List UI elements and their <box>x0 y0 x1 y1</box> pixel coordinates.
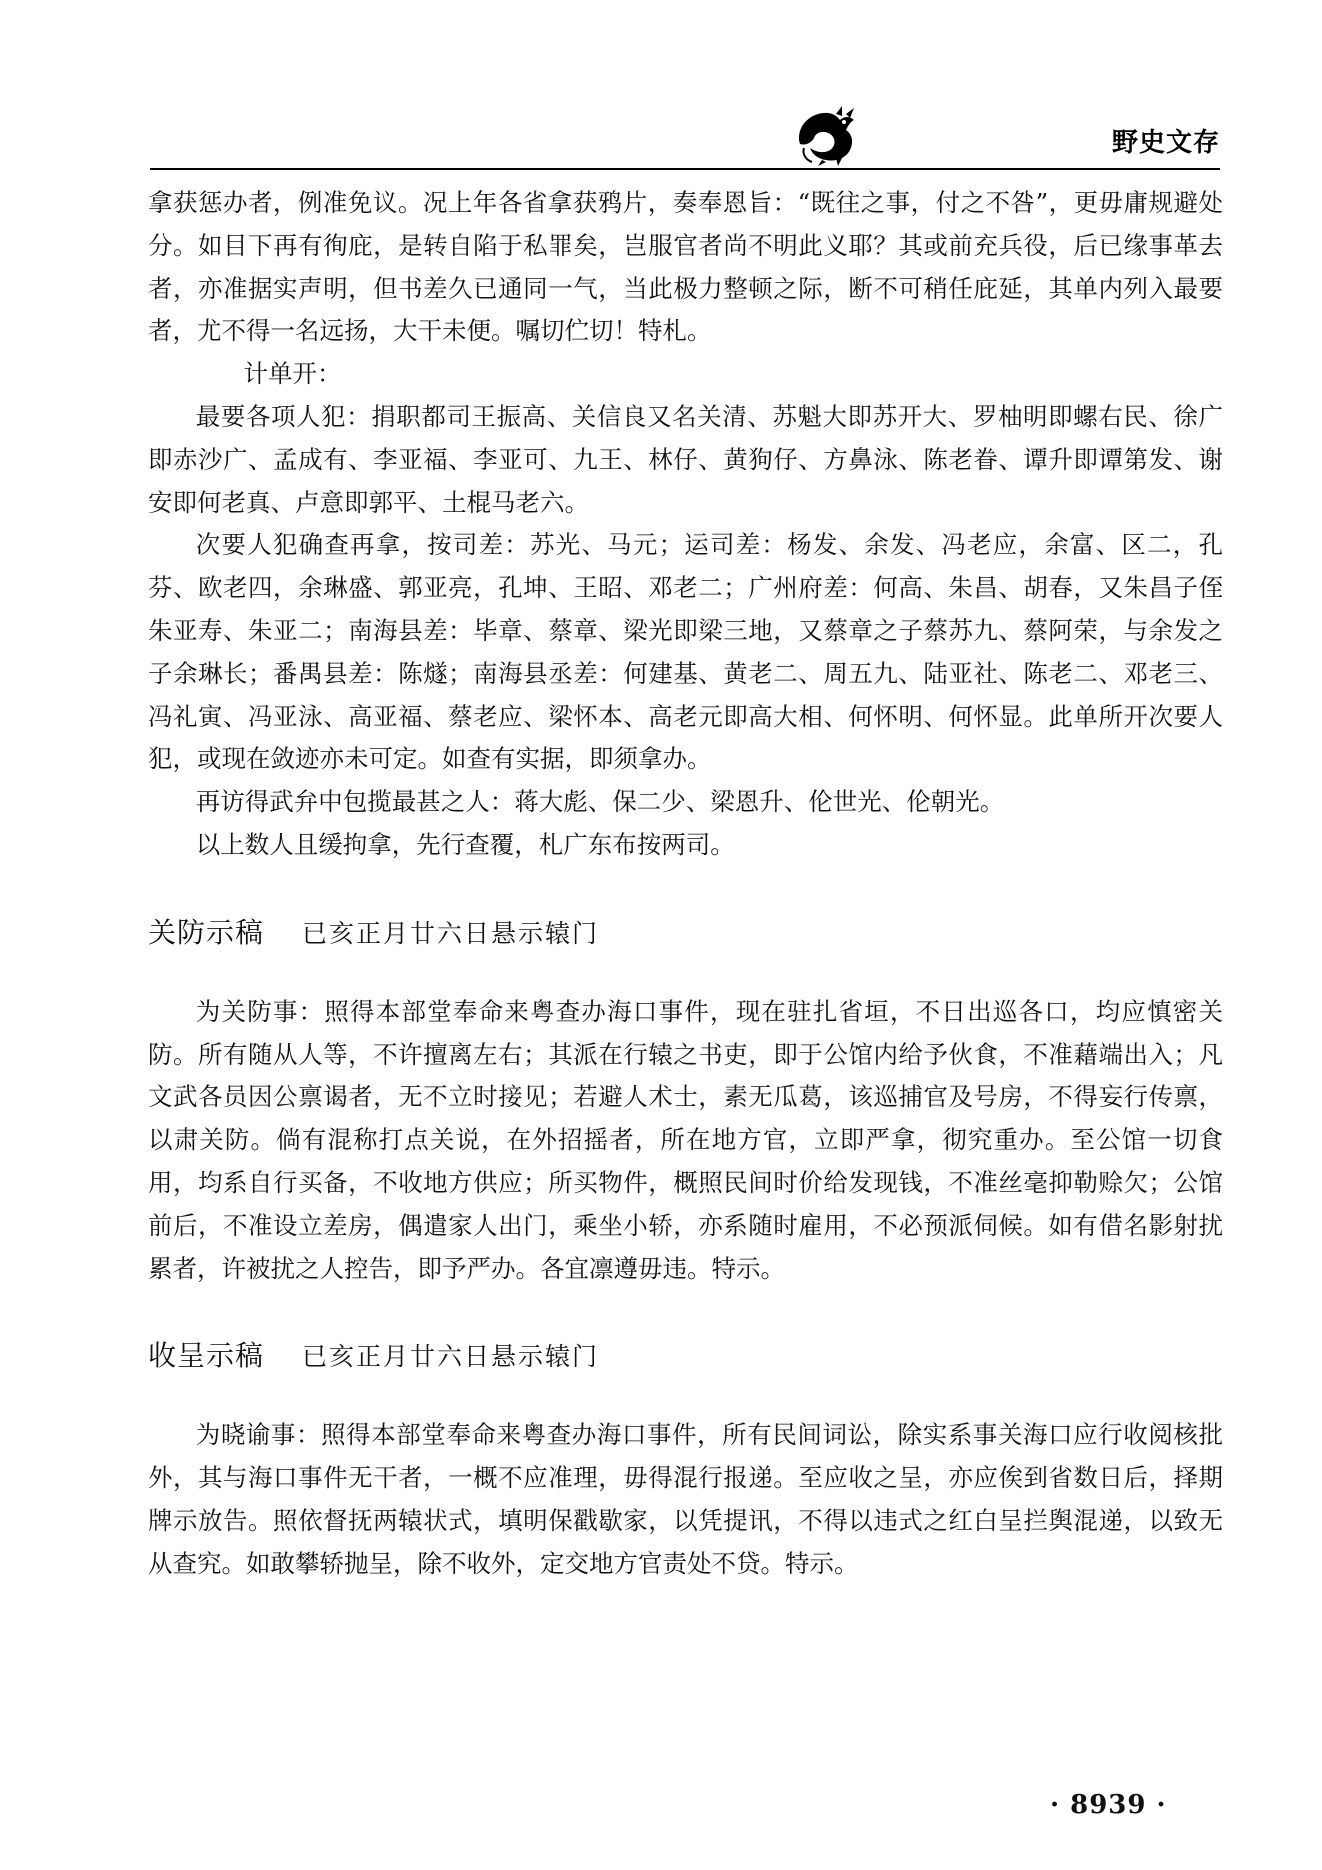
section-heading <box>148 912 1223 955</box>
list-intro: 计单开： <box>243 359 342 389</box>
paragraph: 次要人犯确查再拿，按司差：苏光、马元；运司差：杨发、余发、冯老应，余富、区二，孔芬、欧老四，余琳盛、郭亚亮，孔坤、王昭、邓老二；广州府差：何高、朱昌、胡春，又朱昌子侄朱亚寿、朱亚二；南海县差：毕章、蔡章、梁光即梁三地，又蔡章之子蔡苏九、蔡阿荣，与余发之子余琳长；番禺县差：陈燧；南海县丞差：何建基、黄老二、周五九、陆亚社、陈老二、邓老三、冯礼寅、冯亚泳、高亚福、蔡老应、梁怀本、高老元即高大相、何怀明、何怀显。此单所开次要人犯，或现在敛迹亦未可定。如查有实据，即须拿办。 <box>148 530 1223 774</box>
paragraph: 为关防事：照得本部堂奉命来粤查办海口事件，现在驻扎省垣，不日出巡各口，均应慎密关防。所有随从人等，不许擅离左右；其派在行辕之书吏，即于公馆内给予伙食，不准藉端出入；凡文武各员因公禀谒者，无不立时接见；若避人术士，素无瓜葛，该巡捕官及号房，不得妄行传禀，以肃关防。倘有混称打点关说，在外招摇者，所在地方官，立即严拿，彻究重办。至公馆一切食用，均系自行买备，不收地方供应；所买物件，概照民间时价给发现钱，不准丝毫抑勒赊欠；公馆前后，不准设立差房，偶遣家人出门，乘坐小轿，亦系随时雇用，不必预派伺候。如有借名影射扰累者，许被扰之人控告，即予严办。各宜凛遵毋违。特示。 <box>148 996 1223 1283</box>
dragon-emblem-icon <box>792 104 862 168</box>
page-number: · 8939 · <box>1050 1790 1167 1820</box>
paragraph: 拿获惩办者，例准免议。况上年各省拿获鸦片，奏奉恩旨：“既往之事，付之不咎”，更毋庸规避处分。如目下再有徇庇，是转自陷于私罪矣，岂服官者尚不明此义耶？其或前充兵役，后已缘事革去者，亦准据实声明，但书差久已通同一气，当此极力整顿之际，断不可稍任庇延，其单内列入最要者，尤不得一名远扬，大干未便。嘱切伫切！特札。 <box>148 188 1223 346</box>
page-body <box>148 182 1223 1586</box>
section-date: 已亥正月廿六日悬示辕门 <box>302 918 600 948</box>
section-title: 关防示稿 <box>148 915 265 949</box>
header-rule <box>150 168 1220 170</box>
section-date: 已亥正月廿六日悬示辕门 <box>302 1342 600 1372</box>
paragraph: 最要各项人犯：捐职都司王振高、关信良又名关清、苏魁大即苏开大、罗柚明即螺右民、徐广即赤沙广、孟成有、李亚福、李亚可、九王、林仔、黄狗仔、方鼻泳、陈老眷、谭升即谭第发、谢安即何老真、卢意即郭平、土棍马老六。 <box>148 401 1223 517</box>
running-header <box>790 104 1220 168</box>
running-header-title: 野史文存 <box>1111 128 1220 158</box>
section-title: 收呈示稿 <box>148 1339 265 1373</box>
paragraph: 再访得武弁中包揽最甚之人：蒋大彪、保二少、梁恩升、伦世光、伦朝光。 <box>195 787 1005 817</box>
paragraph: 为晓谕事：照得本部堂奉命来粤查办海口事件，所有民间词讼，除实系事关海口应行收阅核批外，其与海口事件无干者，一概不应准理，毋得混行报递。至应收之呈，亦应俟到省数日后，择期牌示放告。照依督抚两辕状式，填明保戳歇家，以凭提讯，不得以违式之红白呈拦舆混递，以致无从查究。如敢攀轿抛呈，除不收外，定交地方官责处不贷。特示。 <box>148 1420 1223 1578</box>
paragraph: 以上数人且缓拘拿，先行查覆，札广东布按两司。 <box>195 829 735 859</box>
section-heading <box>148 1335 1223 1378</box>
